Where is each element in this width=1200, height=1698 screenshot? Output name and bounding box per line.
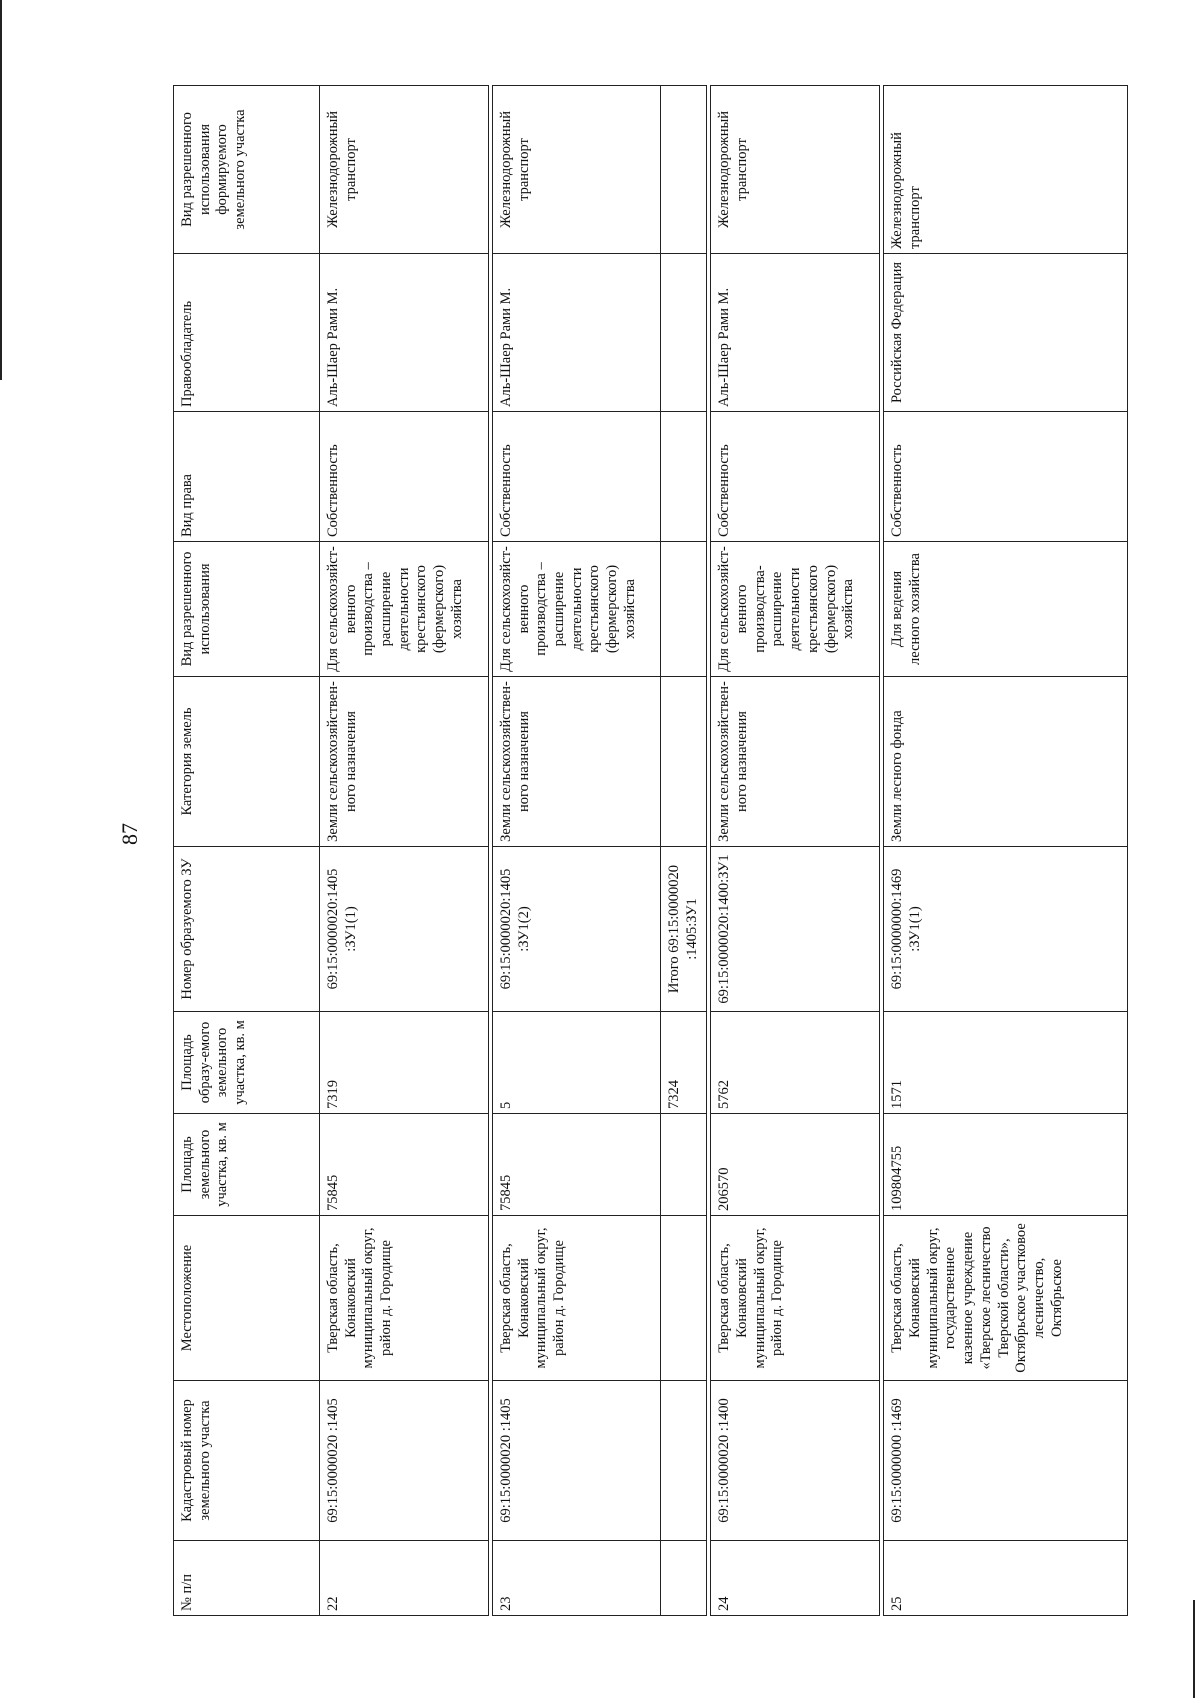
header-formed-permitted-use: Вид разрешенного использования формируемого земельного участка bbox=[174, 86, 320, 254]
cell-empty bbox=[661, 412, 707, 542]
cell-cadastral-number: 69:15:0000020 :1400 bbox=[711, 1381, 880, 1541]
cell-formed-permitted-use: Железнодорожный транспорт bbox=[320, 86, 489, 254]
header-land-category: Категория земель bbox=[174, 677, 320, 847]
cell-empty bbox=[661, 1381, 707, 1541]
scan-edge-mark-bottom bbox=[1193, 1600, 1195, 1698]
table-header-row bbox=[174, 86, 320, 1616]
total-row bbox=[661, 86, 707, 1616]
cell-empty bbox=[661, 1216, 707, 1381]
header-holder: Правообладатель bbox=[174, 254, 320, 412]
cell-empty bbox=[661, 1114, 707, 1216]
cell-empty bbox=[661, 254, 707, 412]
cell-land-category: Земли сельскохозяйствен-ного назначения bbox=[493, 677, 661, 847]
cell-right-type: Собственность bbox=[884, 412, 1128, 542]
cell-permitted-use: Для сельскохозяйст-венного производства – расширение деятельности крестьянского (фермерского) хозяйства bbox=[493, 542, 661, 677]
cell-empty bbox=[661, 677, 707, 847]
cell-formed-permitted-use: Железнодорожный транспорт bbox=[884, 86, 1128, 254]
header-permitted-use: Вид разрешенного использования bbox=[174, 542, 320, 677]
cell-num: 24 bbox=[711, 1541, 880, 1616]
cell-right-type: Собственность bbox=[711, 412, 880, 542]
scan-edge-mark-top bbox=[0, 0, 2, 380]
header-formed-number: Номер образуемого ЗУ bbox=[174, 847, 320, 1012]
header-num: № п/п bbox=[174, 1541, 320, 1616]
cell-formed-area: 7319 bbox=[320, 1012, 489, 1114]
header-plot-area: Площадь земельного участка, кв. м bbox=[174, 1114, 320, 1216]
cell-formed-permitted-use: Железнодорожный транспорт bbox=[711, 86, 880, 254]
cell-location: Тверская область, Конаковский муниципальный округ, район д. Городище bbox=[711, 1216, 880, 1381]
table-row bbox=[711, 86, 880, 1616]
land-plots-table bbox=[173, 85, 1128, 1616]
rotated-table-container bbox=[173, 86, 1108, 1616]
cell-permitted-use: Для сельскохозяйст-венного производства – расширение деятельности крестьянского (фермерского) хозяйства bbox=[320, 542, 489, 677]
cell-formed-number: 69:15:0000020:1405 :ЗУ1(1) bbox=[320, 847, 489, 1012]
cell-holder: Аль-Шаер Рами М. bbox=[493, 254, 661, 412]
cell-cadastral-number: 69:15:0000020 :1405 bbox=[320, 1381, 489, 1541]
table-row bbox=[320, 86, 489, 1616]
cell-permitted-use: Для сельскохозяйст-венного производства-расширение деятельности крестьянского (фермерского) хозяйства bbox=[711, 542, 880, 677]
cell-formed-number: 69:15:0000000:1469 :ЗУ1(1) bbox=[884, 847, 1128, 1012]
table-row bbox=[493, 86, 661, 1616]
cell-num: 23 bbox=[493, 1541, 661, 1616]
cell-formed-area: 1571 bbox=[884, 1012, 1128, 1114]
cell-empty bbox=[661, 542, 707, 677]
cell-num: 22 bbox=[320, 1541, 489, 1616]
cell-plot-area: 206570 bbox=[711, 1114, 880, 1216]
cell-total-label: Итого 69:15:0000020 :1405:ЗУ1 bbox=[661, 847, 707, 1012]
cell-land-category: Земли сельскохозяйствен-ного назначения bbox=[711, 677, 880, 847]
cell-formed-permitted-use: Железнодорожный транспорт bbox=[493, 86, 661, 254]
cell-location: Тверская область, Конаковский муниципальный округ, район д. Городище bbox=[320, 1216, 489, 1381]
cell-empty bbox=[661, 86, 707, 254]
cell-formed-number: 69:15:0000020:1400:ЗУ1 bbox=[711, 847, 880, 1012]
cell-plot-area: 75845 bbox=[493, 1114, 661, 1216]
cell-land-category: Земли лесного фонда bbox=[884, 677, 1128, 847]
cell-holder: Аль-Шаер Рами М. bbox=[711, 254, 880, 412]
cell-permitted-use: Для ведения лесного хозяйства bbox=[884, 542, 1128, 677]
cell-total-area: 7324 bbox=[661, 1012, 707, 1114]
cell-formed-number: 69:15:0000020:1405 :ЗУ1(2) bbox=[493, 847, 661, 1012]
header-cadastral-number: Кадастровый номер земельного участка bbox=[174, 1381, 320, 1541]
cell-cadastral-number: 69:15:0000000 :1469 bbox=[884, 1381, 1128, 1541]
cell-formed-area: 5 bbox=[493, 1012, 661, 1114]
cell-land-category: Земли сельскохозяйствен-ного назначения bbox=[320, 677, 489, 847]
header-right-type: Вид права bbox=[174, 412, 320, 542]
cell-holder: Аль-Шаер Рами М. bbox=[320, 254, 489, 412]
cell-location: Тверская область, Конаковский муниципальный округ, район д. Городище bbox=[493, 1216, 661, 1381]
cell-right-type: Собственность bbox=[493, 412, 661, 542]
cell-holder: Российская Федерация bbox=[884, 254, 1128, 412]
page-number: 87 bbox=[117, 823, 142, 845]
cell-num: 25 bbox=[884, 1541, 1128, 1616]
header-location: Местоположение bbox=[174, 1216, 320, 1381]
header-formed-area: Площадь образу-емого земельного участка, кв. м bbox=[174, 1012, 320, 1114]
cell-cadastral-number: 69:15:0000020 :1405 bbox=[493, 1381, 661, 1541]
cell-empty bbox=[661, 1541, 707, 1616]
cell-right-type: Собственность bbox=[320, 412, 489, 542]
cell-plot-area: 75845 bbox=[320, 1114, 489, 1216]
table-row bbox=[884, 86, 1128, 1616]
cell-location: Тверская область, Конаковский муниципальный округ, государственное казенное учреждение «Тверское лесничество Тверской области», Октябрьское участковое лесничество, Октябрьское bbox=[884, 1216, 1128, 1381]
cell-formed-area: 5762 bbox=[711, 1012, 880, 1114]
cell-plot-area: 109804755 bbox=[884, 1114, 1128, 1216]
